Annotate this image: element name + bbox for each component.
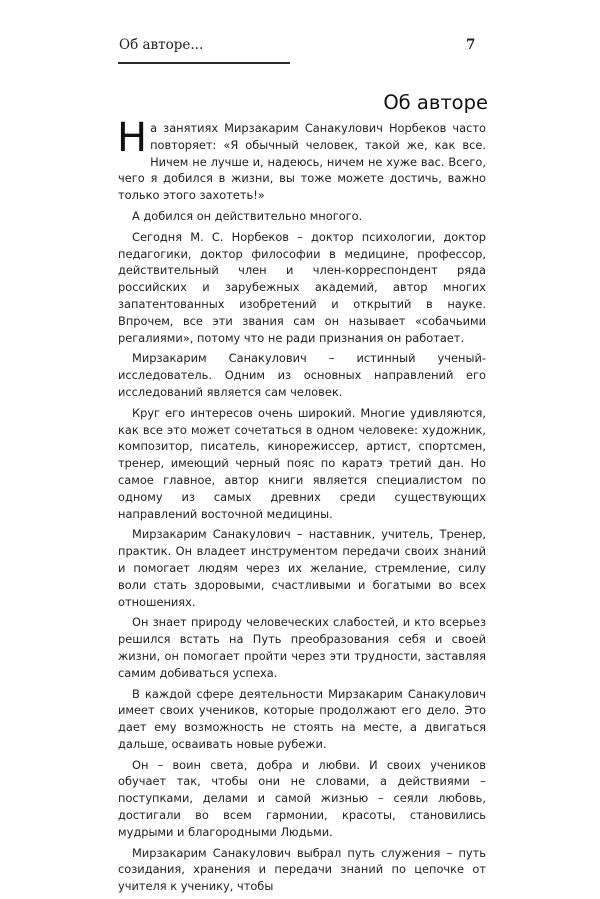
page-number: 7 xyxy=(466,37,476,53)
paragraph xyxy=(117,115,486,204)
paragraph: Мирзакарим Санакулович выбрал путь служения – путь созидания, хранения и передачи знаний по цепочке от учителя к ученику, чтобы xyxy=(118,845,486,894)
drop-cap: Н xyxy=(117,115,148,161)
paragraph: Мирзакарим Санакулович – истинный ученый-исследователь. Одним из основных направлений его исследований является сам человек. xyxy=(118,351,486,399)
paragraph: Сегодня М. С. Норбеков – доктор психологии, доктор педагогики, доктор философии в медицине, профессор, действительный член и член-корреспондент ряда российских и зарубежных академий, автор многих запатентованных изобретений и открытий в науке. Впрочем, все эти звания сам он называет «собачьими регалиями», потому что не ради признания он работает. xyxy=(118,229,486,345)
paragraph: Он – воин света, добра и любви. И своих учеников обучает так, чтобы они не словами, а действиями – поступками, делами и самой жизнью – сеяли любовь, достигали во всем гармонии, красоты, становились мудрыми и благородными Людьми. xyxy=(118,757,486,839)
body-text xyxy=(117,115,486,899)
paragraph: А добился он действительно многого. xyxy=(132,208,363,223)
paragraph: Он знает природу человеческих слабостей, и кто всерьез решился встать на Путь преобразования себя и своей жизни, он помогает пройти через эти трудности, заставляя самим добиваться успеха. xyxy=(118,615,486,680)
paragraph: Мирзакарим Санакулович – наставник, учитель, Тренер, практик. Он владеет инструментом передачи своих знаний и помогает людям через их желание, стремление, силу воли стать здоровыми, счастливыми и богатыми во всех отношениях. xyxy=(118,527,486,609)
paragraph-text: а занятиях Мирзакарим Санакулович Норбеков часто повторяет: «Я обычный человек, такой же, как все. Ничем не лучше и, надеюсь, ничем не хуже вас. Всего, чего я добился в жизни, вы тоже можете достичь, важно только этого захотеть!» xyxy=(118,121,486,203)
running-header-title: Об авторе... xyxy=(119,37,204,53)
header-rule xyxy=(118,62,290,64)
section-title: Об авторе xyxy=(383,91,488,114)
paragraph: Круг его интересов очень широкий. Многие удивляются, как все это может сочетаться в одном человеке: художник, композитор, писатель, кинорежиссер, артист, спортсмен, тренер, имеющий черный пояс по каратэ третий дан. Но самое главное, автор книги является специалистом по одному из самых древних среди существующих направлений восточной медицины. xyxy=(118,405,486,521)
paragraph: В каждой сфере деятельности Мирзакарим Санакулович имеет своих учеников, которые продолжают его дело. Это дает ему возможность не стоять на месте, а двигаться дальше, осваивать новые рубежи. xyxy=(118,686,486,751)
